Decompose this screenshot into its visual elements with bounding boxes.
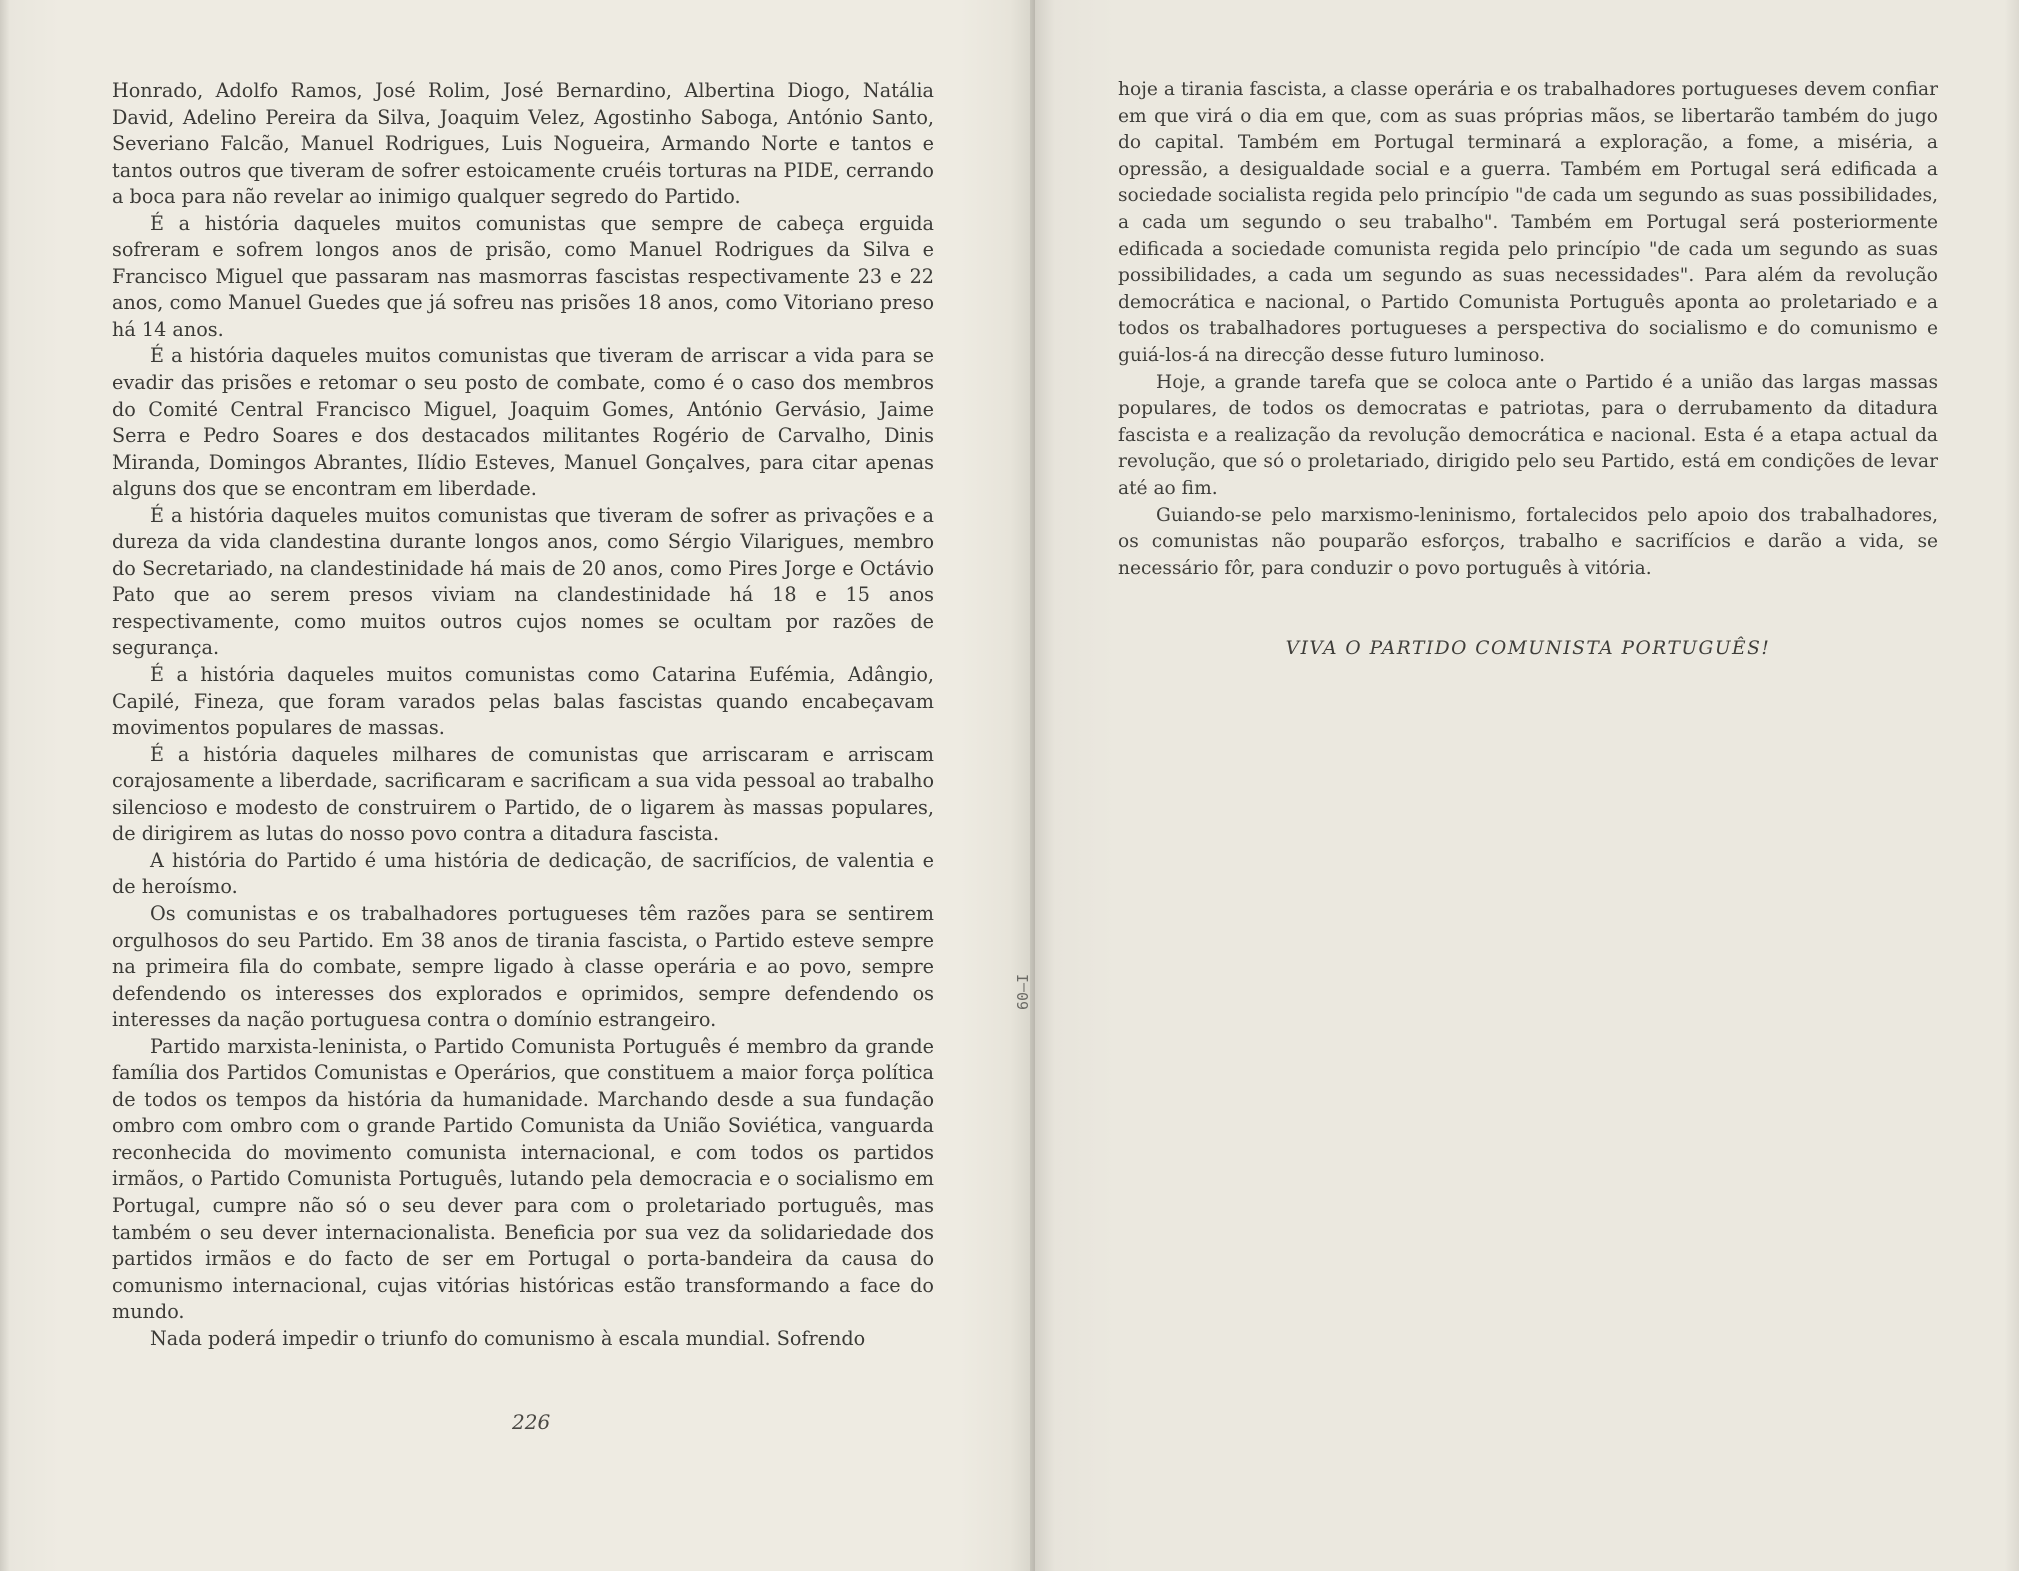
paragraph: É a história daqueles muitos comunistas que tiveram de sofrer as privações e a dureza da vida clandestina durante longos anos, como Sérgio Vilarigues, membro do Secretariado, na clandestinidade há mais de 20 anos, como Pires Jorge e Octávio Pato que ao serem presos viviam na clandestinidade há 18 e 15 anos respectivamente, como muitos outros cujos nomes se ocultam por razões de segurança. (112, 503, 934, 660)
paragraph: É a história daqueles muitos comunistas que sempre de cabeça erguida sofreram e sofrem longos anos de prisão, como Manuel Rodrigues da Silva e Francisco Miguel que passaram nas masmorras fascistas respectivamente 23 e 22 anos, como Manuel Guedes que já sofreu nas prisões 18 anos, como Vitoriano preso há 14 anos. (112, 211, 934, 341)
paragraph: É a história daqueles milhares de comunistas que arriscaram e arriscam corajosamente a liberdade, sacrificaram e sacrificam a sua vida pessoal ao trabalho silencioso e modesto de construirem o Partido, de o ligarem às massas populares, de dirigirem as lutas do nosso povo contra a ditadura fascista. (112, 742, 934, 846)
paragraph: É a história daqueles muitos comunistas que tiveram de arriscar a vida para se evadir das prisões e retomar o seu posto de combate, como é o caso dos membros do Comité Central Francisco Miguel, Joaquim Gomes, António Gervásio, Jaime Serra e Pedro Soares e dos destacados militantes Rogério de Carvalho, Dinis Miranda, Domingos Abrantes, Ilídio Esteves, Manuel Gonçalves, para citar apenas alguns dos que se encontram em liberdade. (112, 344, 934, 501)
paragraph: Nada poderá impedir o triunfo do comunismo à escala mundial. Sofrendo (150, 1326, 866, 1350)
closing-slogan: VIVA O PARTIDO COMUNISTA PORTUGUÊS! (1285, 638, 1771, 659)
paragraph: Os comunistas e os trabalhadores portugueses têm razões para se sentirem orgulhosos do seu Partido. Em 38 anos de tirania fascista, o Partido esteve sempre na primeira fila do combate, sempre ligado à classe operária e ao povo, sempre defendendo os interesses dos explorados e oprimidos, sempre defendendo os interesses da nação portuguesa contra o domínio estrangeiro. (112, 901, 934, 1032)
gutter-mark: 60—I (1014, 973, 1032, 1010)
paragraph: Honrado, Adolfo Ramos, José Rolim, José Bernardino, Albertina Diogo, Natália David, Adelino Pereira da Silva, Joaquim Velez, Agostinho Saboga, António Santo, Severiano Falcão, Manuel Rodrigues, Luis Nogueira, Armando Norte e tantos e tantos outros que tiveram de sofrer estoicamente cruéis torturas na PIDE, cerrando a boca para não revelar ao inimigo qualquer segredo do Partido. (112, 79, 934, 209)
paragraph: Guiando-se pelo marxismo-leninismo, fortalecidos pelo apoio dos trabalhadores, os comunistas não pouparão esforços, trabalho e sacrifícios e darão a vida, se necessário fôr, para conduzir o povo português à vitória. (1118, 504, 1938, 579)
paragraph: Partido marxista-leninista, o Partido Comunista Português é membro da grande família dos Partidos Comunistas e Operários, que constituem a maior força política de todos os tempos da história da humanidade. Marchando desde a sua fundação ombro com ombro com o grande Partido Comunista da União Soviética, vanguarda reconhecida do movimento comunista internacional, e com todos os partidos irmãos, o Partido Comunista Português, lutando pela democracia e o socialismo em Portugal, cumpre não só o seu dever para com o proletariado português, mas também o seu dever internacionalista. Beneficia por sua vez da solidariedade dos partidos irmãos e do facto de ser em Portugal o porta-bandeira da causa do comunismo internacional, cujas vitórias históricas estão transformando a face do mundo. (112, 1034, 934, 1324)
page-number: 226 (512, 1410, 551, 1434)
paragraph: A história do Partido é uma história de dedicação, de sacrifícios, de valentia e de heroísmo. (112, 848, 934, 899)
right-page-text (1118, 77, 1938, 582)
paragraph: Hoje, a grande tarefa que se coloca ante o Partido é a união das largas massas populares, de todos os democratas e patriotas, para o derrubamento da ditadura fascista e a realização da revolução democrática e nacional. Esta é a etapa actual da revolução, que só o proletariado, dirigido pelo seu Partido, está em condições de levar até ao fim. (1118, 371, 1938, 499)
left-page-text (112, 78, 934, 1352)
paragraph: É a história daqueles muitos comunistas como Catarina Eufémia, Adângio, Capilé, Fineza, que foram varados pelas balas fascistas quando encabeçavam movimentos populares de massas. (112, 663, 934, 740)
paragraph: hoje a tirania fascista, a classe operária e os trabalhadores portugueses devem confiar em que virá o dia em que, com as suas próprias mãos, se libertarão também do jugo do capital. Também em Portugal terminará a exploração, a fome, a miséria, a opressão, a desigualdade social e a guerra. Também em Portugal será edificada a sociedade socialista regida pelo princípio "de cada um segundo as suas possibilidades, a cada um segundo o seu trabalho". Também em Portugal será posteriormente edificada a sociedade comunista regida pelo princípio "de cada um segundo as suas possibilidades, a cada um segundo as suas necessidades". Para além da revolução democrática e nacional, o Partido Comunista Português aponta ao proletariado e a todos os trabalhadores portugueses a perspectiva do socialismo e do comunismo e guiá-los-á na direcção desse futuro luminoso. (1118, 79, 1938, 366)
